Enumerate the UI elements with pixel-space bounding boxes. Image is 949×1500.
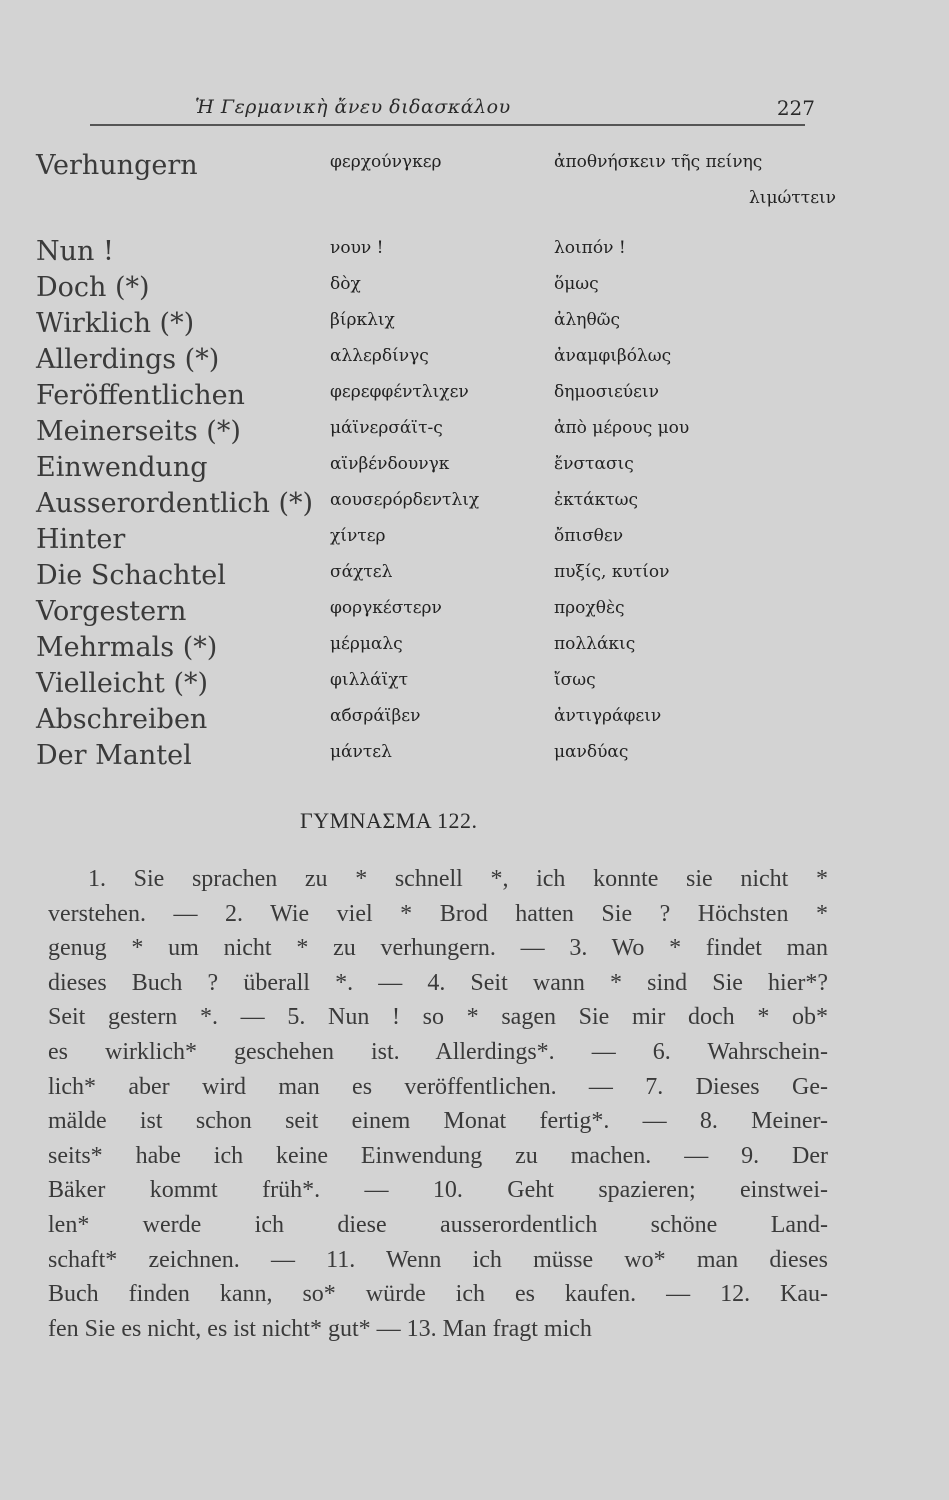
vocab-row xyxy=(36,452,836,488)
vocab-row xyxy=(36,416,836,452)
vocab-german: Allerdings (*) xyxy=(36,344,220,375)
vocab-transliteration: φερχούνγκερ xyxy=(330,152,442,172)
vocab-row xyxy=(36,344,836,380)
vocab-transliteration: φερεφφέντλιχεν xyxy=(330,382,469,402)
vocab-greek-alt: λιμώττειν xyxy=(749,188,836,208)
exercise-line: es wirklich* geschehen ist. Allerdings*. — 6. Wahrschein- xyxy=(48,1038,828,1065)
vocab-row xyxy=(36,704,836,740)
vocab-german: Meinerseits (*) xyxy=(36,416,241,447)
exercise-line: lich* aber wird man es veröffentlichen. — 7. Dieses Ge- xyxy=(48,1073,828,1100)
vocab-row xyxy=(36,560,836,596)
vocab-german: Abschreiben xyxy=(36,704,208,735)
vocab-greek: ἀποθνήσκειν τῆς πείνης xyxy=(554,152,763,172)
vocab-row xyxy=(36,632,836,668)
vocab-transliteration: αбσράϊβεν xyxy=(330,706,421,726)
vocab-greek: προχθὲς xyxy=(554,598,625,618)
header-rule xyxy=(90,124,805,126)
vocab-greek: πολλάκις xyxy=(554,634,636,654)
vocab-transliteration: μάϊνερσάϊτ-ς xyxy=(330,418,443,438)
vocab-greek: ἀναμφιβόλως xyxy=(554,346,672,366)
exercise-line: mälde ist schon seit einem Monat fertig*. — 8. Meiner- xyxy=(48,1108,828,1135)
vocab-greek: δημοσιεύειν xyxy=(554,382,659,402)
vocab-transliteration: φοργκέστερν xyxy=(330,598,442,618)
exercise-line: Seit gestern *. — 5. Nun ! so * sagen Sie mir doch * ob* xyxy=(48,1004,828,1031)
vocab-row xyxy=(36,668,836,704)
section-title: ΓΥΜΝΑΣΜΑ 122. xyxy=(300,808,478,833)
vocab-greek: ἐκτάκτως xyxy=(554,490,639,510)
vocab-row xyxy=(36,308,836,344)
vocab-greek: ὅμως xyxy=(554,274,599,294)
page-header xyxy=(195,96,815,126)
vocabulary-list xyxy=(36,150,836,776)
exercise-text xyxy=(48,862,828,1346)
vocab-transliteration: σάχτελ xyxy=(330,562,393,582)
vocab-german: Doch (*) xyxy=(36,272,150,303)
vocab-german: Die Schachtel xyxy=(36,560,226,591)
vocab-transliteration: αουσερόρδεντλιχ xyxy=(330,490,480,510)
vocab-transliteration: δὸχ xyxy=(330,274,361,294)
vocab-german: Einwendung xyxy=(36,452,208,483)
vocab-transliteration: νουν ! xyxy=(330,238,384,258)
exercise-line: 1. Sie sprachen zu * schnell *, ich konnte sie nicht * xyxy=(88,866,828,892)
vocab-greek: ἀπὸ μέρους μου xyxy=(554,418,690,438)
exercise-line: fen Sie es nicht, es ist nicht* gut* — 13. Man fragt mich xyxy=(48,1315,592,1342)
vocab-row xyxy=(36,272,836,308)
exercise-line: schaft* zeichnen. — 11. Wenn ich müsse wo* man dieses xyxy=(48,1246,828,1273)
vocab-german: Mehrmals (*) xyxy=(36,632,218,663)
vocab-german: Vorgestern xyxy=(36,596,187,627)
exercise-line: genug * um nicht * zu verhungern. — 3. Wo * findet man xyxy=(48,935,828,962)
vocab-greek: ἀληθῶς xyxy=(554,310,621,330)
vocab-row xyxy=(36,524,836,560)
vocab-german: Der Mantel xyxy=(36,740,192,771)
vocab-german: Verhungern xyxy=(36,150,198,181)
vocab-german: Vielleicht (*) xyxy=(36,668,209,699)
vocab-greek: ἀντιγράφειν xyxy=(554,706,662,726)
vocab-german: Feröffentlichen xyxy=(36,380,245,411)
vocab-greek: λοιπόν ! xyxy=(554,238,626,258)
vocab-transliteration: αλλερδίνγς xyxy=(330,346,429,366)
vocab-row xyxy=(36,236,836,272)
exercise-line: len* werde ich diese ausserordentlich schöne Land- xyxy=(48,1211,828,1238)
vocab-greek: ὄπισθεν xyxy=(554,526,624,546)
vocab-transliteration: μέρμαλς xyxy=(330,634,403,654)
vocab-german: Nun ! xyxy=(36,236,114,267)
vocab-german: Hinter xyxy=(36,524,126,555)
vocab-greek: ἴσως xyxy=(554,670,596,690)
exercise-line: Bäker kommt früh*. — 10. Geht spazieren; einstwei- xyxy=(48,1177,828,1204)
exercise-line: dieses Buch ? überall *. — 4. Seit wann * sind Sie hier*? xyxy=(48,969,828,996)
page-number: 227 xyxy=(776,96,815,120)
vocab-greek: μανδύας xyxy=(554,742,629,762)
vocab-transliteration: βίρκλιχ xyxy=(330,310,395,330)
exercise-line: Buch finden kann, so* würde ich es kaufen. — 12. Kau- xyxy=(48,1281,828,1308)
vocab-transliteration: χίντερ xyxy=(330,526,386,546)
vocab-transliteration: αϊνβένδουνγκ xyxy=(330,454,450,474)
vocab-german: Ausserordentlich (*) xyxy=(36,488,314,519)
vocab-transliteration: μάντελ xyxy=(330,742,392,762)
vocab-greek: πυξίς, κυτίον xyxy=(554,562,670,582)
vocab-row xyxy=(36,380,836,416)
vocab-row xyxy=(36,488,836,524)
running-title: Ἡ Γερμανικὴ ἄνευ διδασκάλου xyxy=(195,96,511,118)
vocab-row xyxy=(36,740,836,776)
vocab-row xyxy=(36,596,836,632)
exercise-line: verstehen. — 2. Wie viel * Brod hatten Sie ? Höchsten * xyxy=(48,900,828,927)
vocab-transliteration: φιλλάϊχτ xyxy=(330,670,408,690)
vocab-greek: ἔνστασις xyxy=(554,454,634,474)
vocab-german: Wirklich (*) xyxy=(36,308,195,339)
vocab-row xyxy=(36,150,836,236)
exercise-line: seits* habe ich keine Einwendung zu machen. — 9. Der xyxy=(48,1142,828,1169)
